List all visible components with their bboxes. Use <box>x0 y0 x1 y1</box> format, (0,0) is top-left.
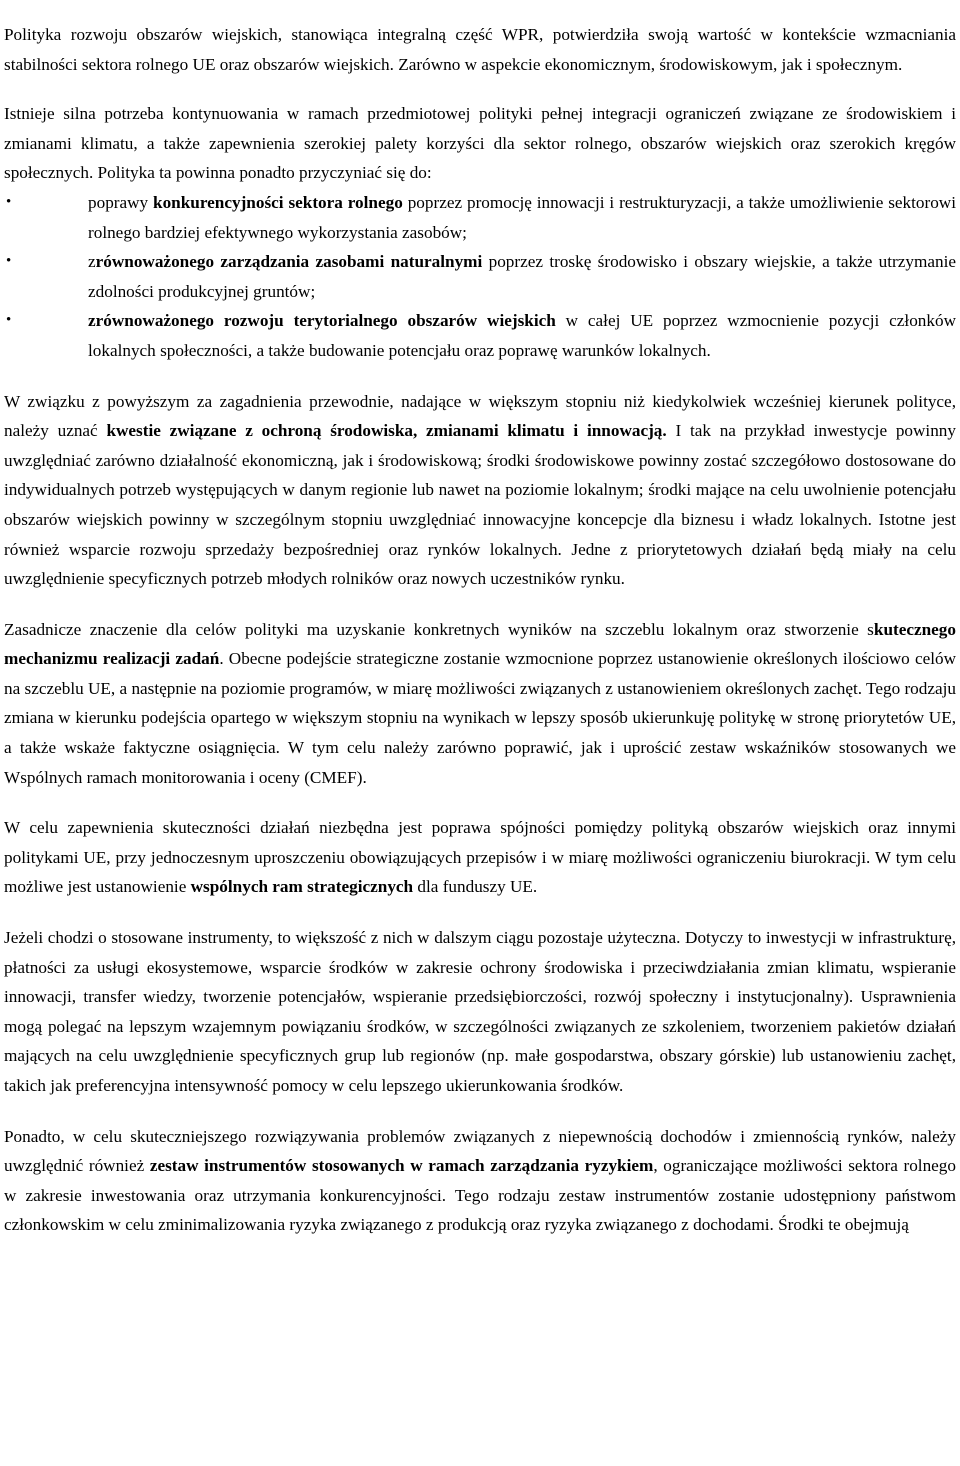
text-bold: wspólnych ram strategicznych <box>190 877 414 897</box>
paragraph-coherence <box>4 813 956 902</box>
bullet-text-post: poprzez promocję innowacji i restrukturyzacji, a także umożliwienie sektorowi rolnego bardziej efektywnego wykorzystania zasobów; <box>88 192 956 242</box>
text-post: I tak na przykład inwestycje powinny uwzględniać zarówno działalność ekonomiczną, jak i środowiskową; środki środowiskowe powinny zostać szczegółowo dostosowane do indywidualnych potrzeb występujących w danym regionie lub nawet na poziomie lokalnym; środki mające na celu uwolnienie potencjału obszarów wiejskich powinny w szczególnym stopniu uwzględniać innowacyjne koncepcje dla biznesu i władz lokalnych. Istotne jest również wsparcie rozwoju sprzedaży bezpośredniej oraz rynków lokalnych. Jedne z priorytetowych działań będą miały na celu uwzględnienie specyficznych potrzeb młodych rolników oraz nowych uczestników rynku. <box>4 421 956 589</box>
text-post: , ograniczające możliwości sektora rolnego w zakresie inwestowania oraz utrzymania konkurencyjności. Tego rodzaju zestaw instrumentów zostanie udostępniony państwom członkowskim w celu zminimalizowania ryzyka związanego z produkcją oraz ryzyka związanego z dochodami. Środki te obejmują <box>4 1156 956 1235</box>
bullet-icon: • <box>6 253 12 270</box>
paragraph-need: Istnieje silna potrzeba kontynuowania w ramach przedmiotowej polityki pełnej integracji ograniczeń związane ze środowiskiem i zmianami klimatu, a także zapewnienia szerokiej palety korzyści dla sektor rolnego, obszarów wiejskich oraz szerokich kręgów społecznych. Polityka ta powinna ponadto przyczyniać się do: <box>4 104 956 183</box>
text-post: dla funduszy UE. <box>413 877 538 897</box>
bullet-text-bold: konkurencyjności sektora rolnego <box>153 192 403 212</box>
bullet-text-bold: zrównoważonego rozwoju terytorialnego obszarów wiejskich <box>88 311 556 331</box>
list-item <box>4 247 956 306</box>
bullet-text-post: w całej UE poprzez wzmocnienie pozycji członków lokalnych społeczności, a także budowanie potencjału oraz poprawę warunków lokalnych. <box>88 311 956 360</box>
paragraph-environment <box>4 387 956 594</box>
bullet-text-post: poprzez troskę środowisko i obszary wiejskie, a także utrzymanie zdolności produkcyjnej gruntów; <box>88 252 956 301</box>
paragraph-intro: Polityka rozwoju obszarów wiejskich, stanowiąca integralną część WPR, potwierdziła swoją wartość w kontekście wzmacniania stabilności sektora rolnego UE oraz obszarów wiejskich. Zarówno w aspekcie ekonomicznym, środowiskowym, jak i społecznym. <box>4 25 956 74</box>
text-bold: kutecznego mechanizmu realizacji zadań <box>4 619 956 669</box>
text-pre: Ponadto, w celu skuteczniejszego rozwiązywania problemów związanych z niepewnością dochodów i zmiennością rynków, należy uwzględnić również <box>4 1126 956 1176</box>
list-item <box>4 306 956 365</box>
objectives-list <box>4 188 956 366</box>
text-bold: kwestie związane z ochroną środowiska, zmianami klimatu i innowacją. <box>106 421 667 441</box>
paragraph-risk <box>4 1122 956 1240</box>
bullet-icon: • <box>6 193 12 210</box>
text-pre: W celu zapewnienia skuteczności działań niezbędna jest poprawa spójności pomiędzy polityką obszarów wiejskich oraz innymi politykami UE, przy jednoczesnym uproszczeniu obowiązujących przepisów i w miarę możliwości ograniczeniu biurokracji. W tym celu możliwe jest ustanowienie <box>4 818 956 897</box>
paragraph-delivery <box>4 615 956 793</box>
text-bold: zestaw instrumentów stosowanych w ramach zarządzania ryzykiem <box>149 1156 654 1176</box>
bullet-text-pre: z <box>88 252 96 272</box>
text-pre: W związku z powyższym za zagadnienia przewodnie, nadające w większym stopniu niż kiedykolwiek wcześniej kierunek polityce, należy uznać <box>4 391 956 441</box>
bullet-text-bold: równoważonego zarządzania zasobami naturalnymi <box>95 252 483 272</box>
paragraph-instruments: Jeżeli chodzi o stosowane instrumenty, to większość z nich w dalszym ciągu pozostaje użyteczna. Dotyczy to inwestycji w infrastrukturę, płatności za usługi ekosystemowe, wsparcie środków w zakresie ochrony środowiska i przeciwdziałania zmian klimatu, wspieranie innowacji, transfer wiedzy, tworzenie potencjałów, wspieranie przedsiębiorczości, rozwój społeczny i instytucjonalny). Usprawnienia mogą polegać na lepszym wzajemnym powiązaniu środków, w szczególności związanych ze szkoleniem, tworzeniem pakietów działań mających na celu uwzględnienie specyficznych grup lub regionów (np. małe gospodarstwa, obszary górskie) lub ustanowieniu zachęt, takich jak preferencyjna intensywność pomocy w celu lepszego ukierunkowania środków. <box>4 928 956 1095</box>
bullet-text-pre: poprawy <box>88 192 154 212</box>
list-item <box>4 188 956 247</box>
text-post: . Obecne podejście strategiczne zostanie wzmocnione poprzez ustanowienie określonych ilościowo celów na szczeblu UE, a następnie na poziomie programów, w miarę możliwości związanych z ustanowieniem określonych zachęt. Tego rodzaju zmiana w kierunku podejścia opartego w większym stopniu na wynikach w lepszy sposób ukierunkuję politykę w stronę priorytetów UE, a także wskaże faktyczne osiągnięcia. W tym celu należy zarówno poprawić, jak i uprościć zestaw wskaźników stosowanych we Wspólnych ramach monitorowania i oceny (CMEF). <box>4 649 956 787</box>
bullet-icon: • <box>6 312 12 329</box>
text-pre: Zasadnicze znaczenie dla celów polityki ma uzyskanie konkretnych wyników na szczeblu lokalnym oraz stworzenie s <box>4 619 874 639</box>
